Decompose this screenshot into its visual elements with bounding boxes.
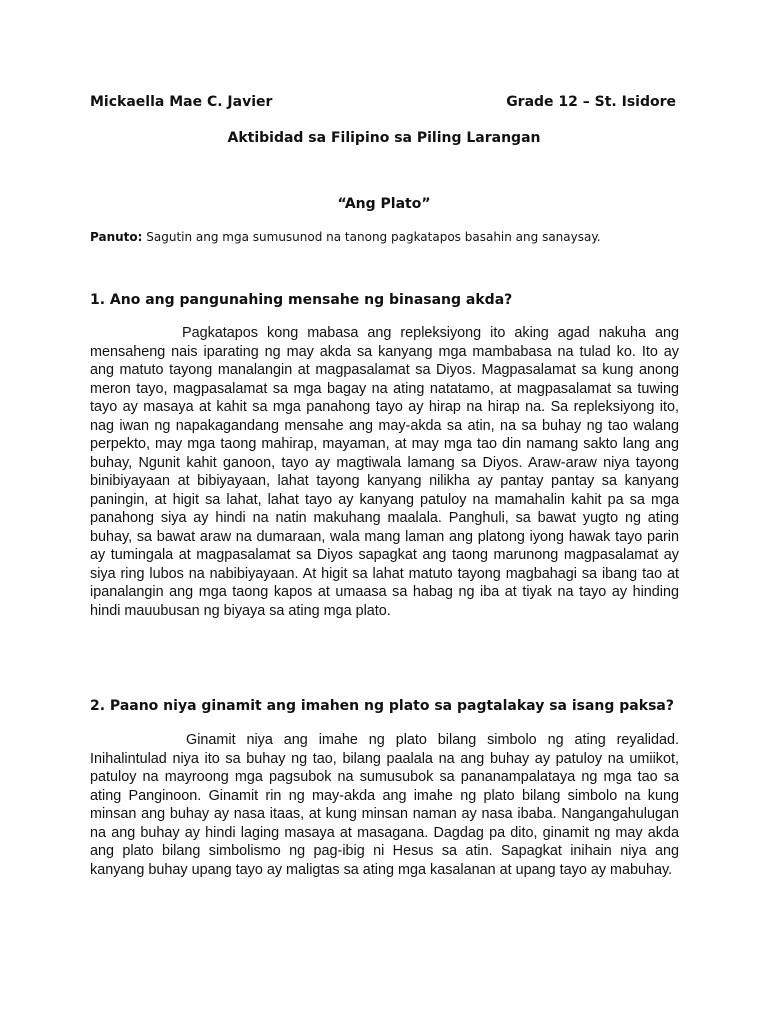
- question-1: 1. Ano ang pangunahing mensahe ng binasang akda?: [90, 292, 513, 308]
- answer-1: Pagkatapos kong mabasa ang repleksiyong ito aking agad nakuha ang mensaheng nais iparating ng may akda sa kanyang mga mambabasa na tulad ko. Ito ay ang matuto tayong manalangin at magpasalamat sa Diyos. Magpasalamat sa kung anong meron tayo, magpasalamat sa mga bagay na ating natatamo, at magpasalamat sa tuwing tayo ay masaya at kahit sa mga panahong tayo ay hirap na hirap na. Sa repleksiyong ito, nag iwan ng napakagandang mensahe ang may-akda sa atin, na sa buhay ng tao walang perpekto, may mga taong mahirap, mayaman, at may mga tao din namang sakto lang ang buhay, Ngunit kahit ganoon, tayo ay magtiwala lamang sa Diyos. Araw-araw niya tayong binibiyayaan at bibiyayaan, lahat tayong kanyang nilikha ay pantay pantay sa kanyang paningin, at higit sa lahat, lahat tayo ay kanyang patuloy na mamahalin kahit pa sa mga panahong siya ay hindi na natin makuhang maalala. Panghuli, sa bawat yugto ng ating buhay, sa bawat araw na dumaraan, wala mang laman ang platong iyong hawak tayo parin ay tumingala at magpasalamat sa Diyos sapagkat ang taong marunong magpasalamat ay siya ring lubos na nabibiyayaan. At higit sa lahat matuto tayong magbahagi sa ibang tao at ipanalangin ang mga taong kapos at umaasa sa habag ng iba at tiyak na tayo ay hinding hindi mauubusan ng biyaya sa ating mga plato.: [90, 325, 679, 619]
- instructions-label: Panuto:: [90, 230, 143, 244]
- document-header: [90, 94, 676, 110]
- student-name: Mickaella Mae C. Javier: [90, 94, 273, 110]
- question-2: 2. Paano niya ginamit ang imahen ng plato sa pagtalakay sa isang paksa?: [90, 698, 674, 714]
- activity-title: Aktibidad sa Filipino sa Piling Larangan: [227, 130, 541, 146]
- answer-2: Ginamit niya ang imahe ng plato bilang simbolo ng ating reyalidad. Inihalintulad niya ito sa buhay ng tao, bilang paalala na ang buhay ay patuloy na umiikot, patuloy na mayroong mga pagsubok na sumusubok sa pananampalataya ng mga tao sa ating Panginoon. Ginamit rin ng may-akda ang imahe ng plato bilang simbolo na kung minsan ang buhay ay nasa itaas, at kung minsan naman ay nasa ibaba. Nangangahulugan na ang buhay ay hindi laging masaya at masagana. Dagdag pa dito, ginamit ng may akda ang plato bilang simbolismo ng pag-ibig ni Hesus sa atin. Sapagkat inihain niya ang kanyang buhay upang tayo ay maligtas sa ating mga kasalanan at upang tayo ay mabuhay.: [90, 732, 679, 878]
- grade-section: Grade 12 – St. Isidore: [506, 94, 676, 110]
- instructions-text: Sagutin ang mga sumusunod na tanong pagkatapos basahin ang sanaysay.: [142, 230, 601, 244]
- essay-title: “Ang Plato”: [337, 196, 431, 212]
- instructions: [90, 230, 690, 244]
